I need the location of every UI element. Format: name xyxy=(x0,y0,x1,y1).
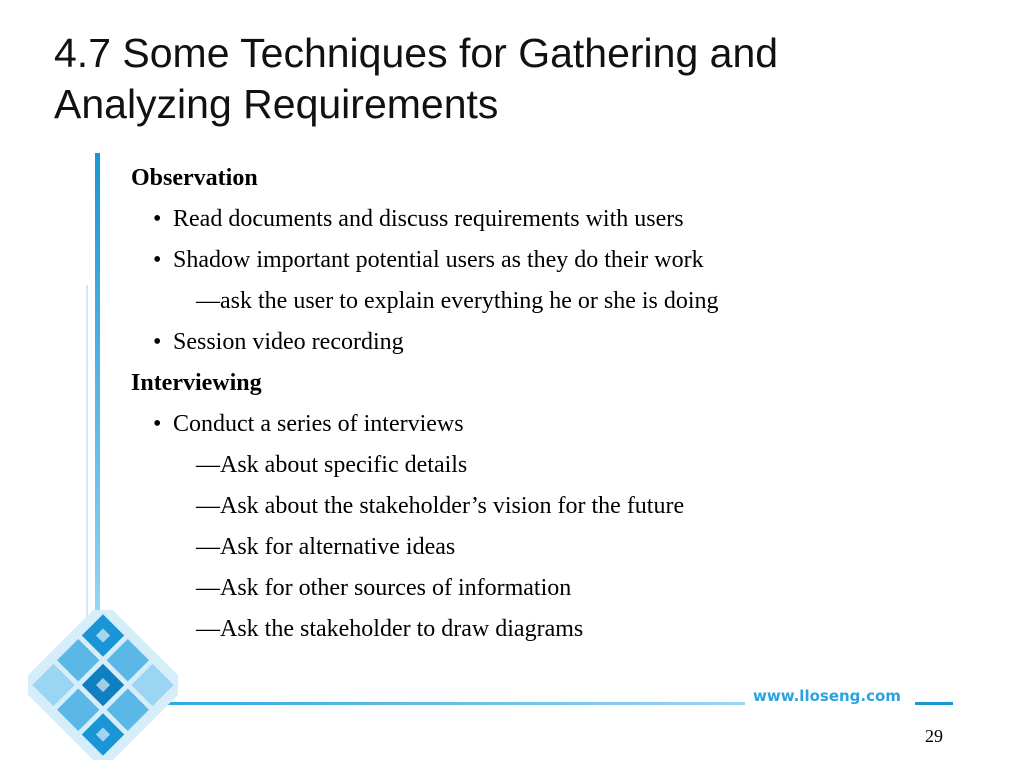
decorative-horizontal-line xyxy=(120,702,745,705)
slide-title-line-1: 4.7 Some Techniques for Gathering and xyxy=(54,30,779,76)
sub-item: —Ask for alternative ideas xyxy=(196,534,456,560)
page-number: 29 xyxy=(925,726,943,746)
bullet-item xyxy=(153,204,684,234)
decorative-horizontal-line-end xyxy=(915,702,953,705)
sub-item: —ask the user to explain everything he or she is doing xyxy=(196,288,719,314)
footer-url: www.lloseng.com xyxy=(753,687,901,705)
bullet-icon: • xyxy=(153,411,162,437)
slide-title xyxy=(54,28,954,130)
diamond-mosaic-logo-icon xyxy=(28,610,178,760)
bullet-text: Read documents and discuss requirements with users xyxy=(173,206,684,232)
sub-item: —Ask about the stakeholder’s vision for the future xyxy=(196,493,685,519)
section-heading: Interviewing xyxy=(131,370,262,396)
sub-item: —Ask for other sources of information xyxy=(196,575,572,601)
bullet-item xyxy=(153,327,404,357)
section-heading: Observation xyxy=(131,165,258,191)
bullet-icon: • xyxy=(153,329,162,355)
bullet-text: Conduct a series of interviews xyxy=(173,411,464,437)
bullet-item xyxy=(153,245,704,275)
sub-item: —Ask about specific details xyxy=(196,452,468,478)
bullet-icon: • xyxy=(153,247,162,273)
bullet-item xyxy=(153,409,464,439)
slide-title-line-2: Analyzing Requirements xyxy=(54,81,499,127)
sub-item: —Ask the stakeholder to draw diagrams xyxy=(196,616,584,642)
bullet-text: Shadow important potential users as they do their work xyxy=(173,247,704,273)
bullet-text: Session video recording xyxy=(173,329,404,355)
bullet-icon: • xyxy=(153,206,162,232)
